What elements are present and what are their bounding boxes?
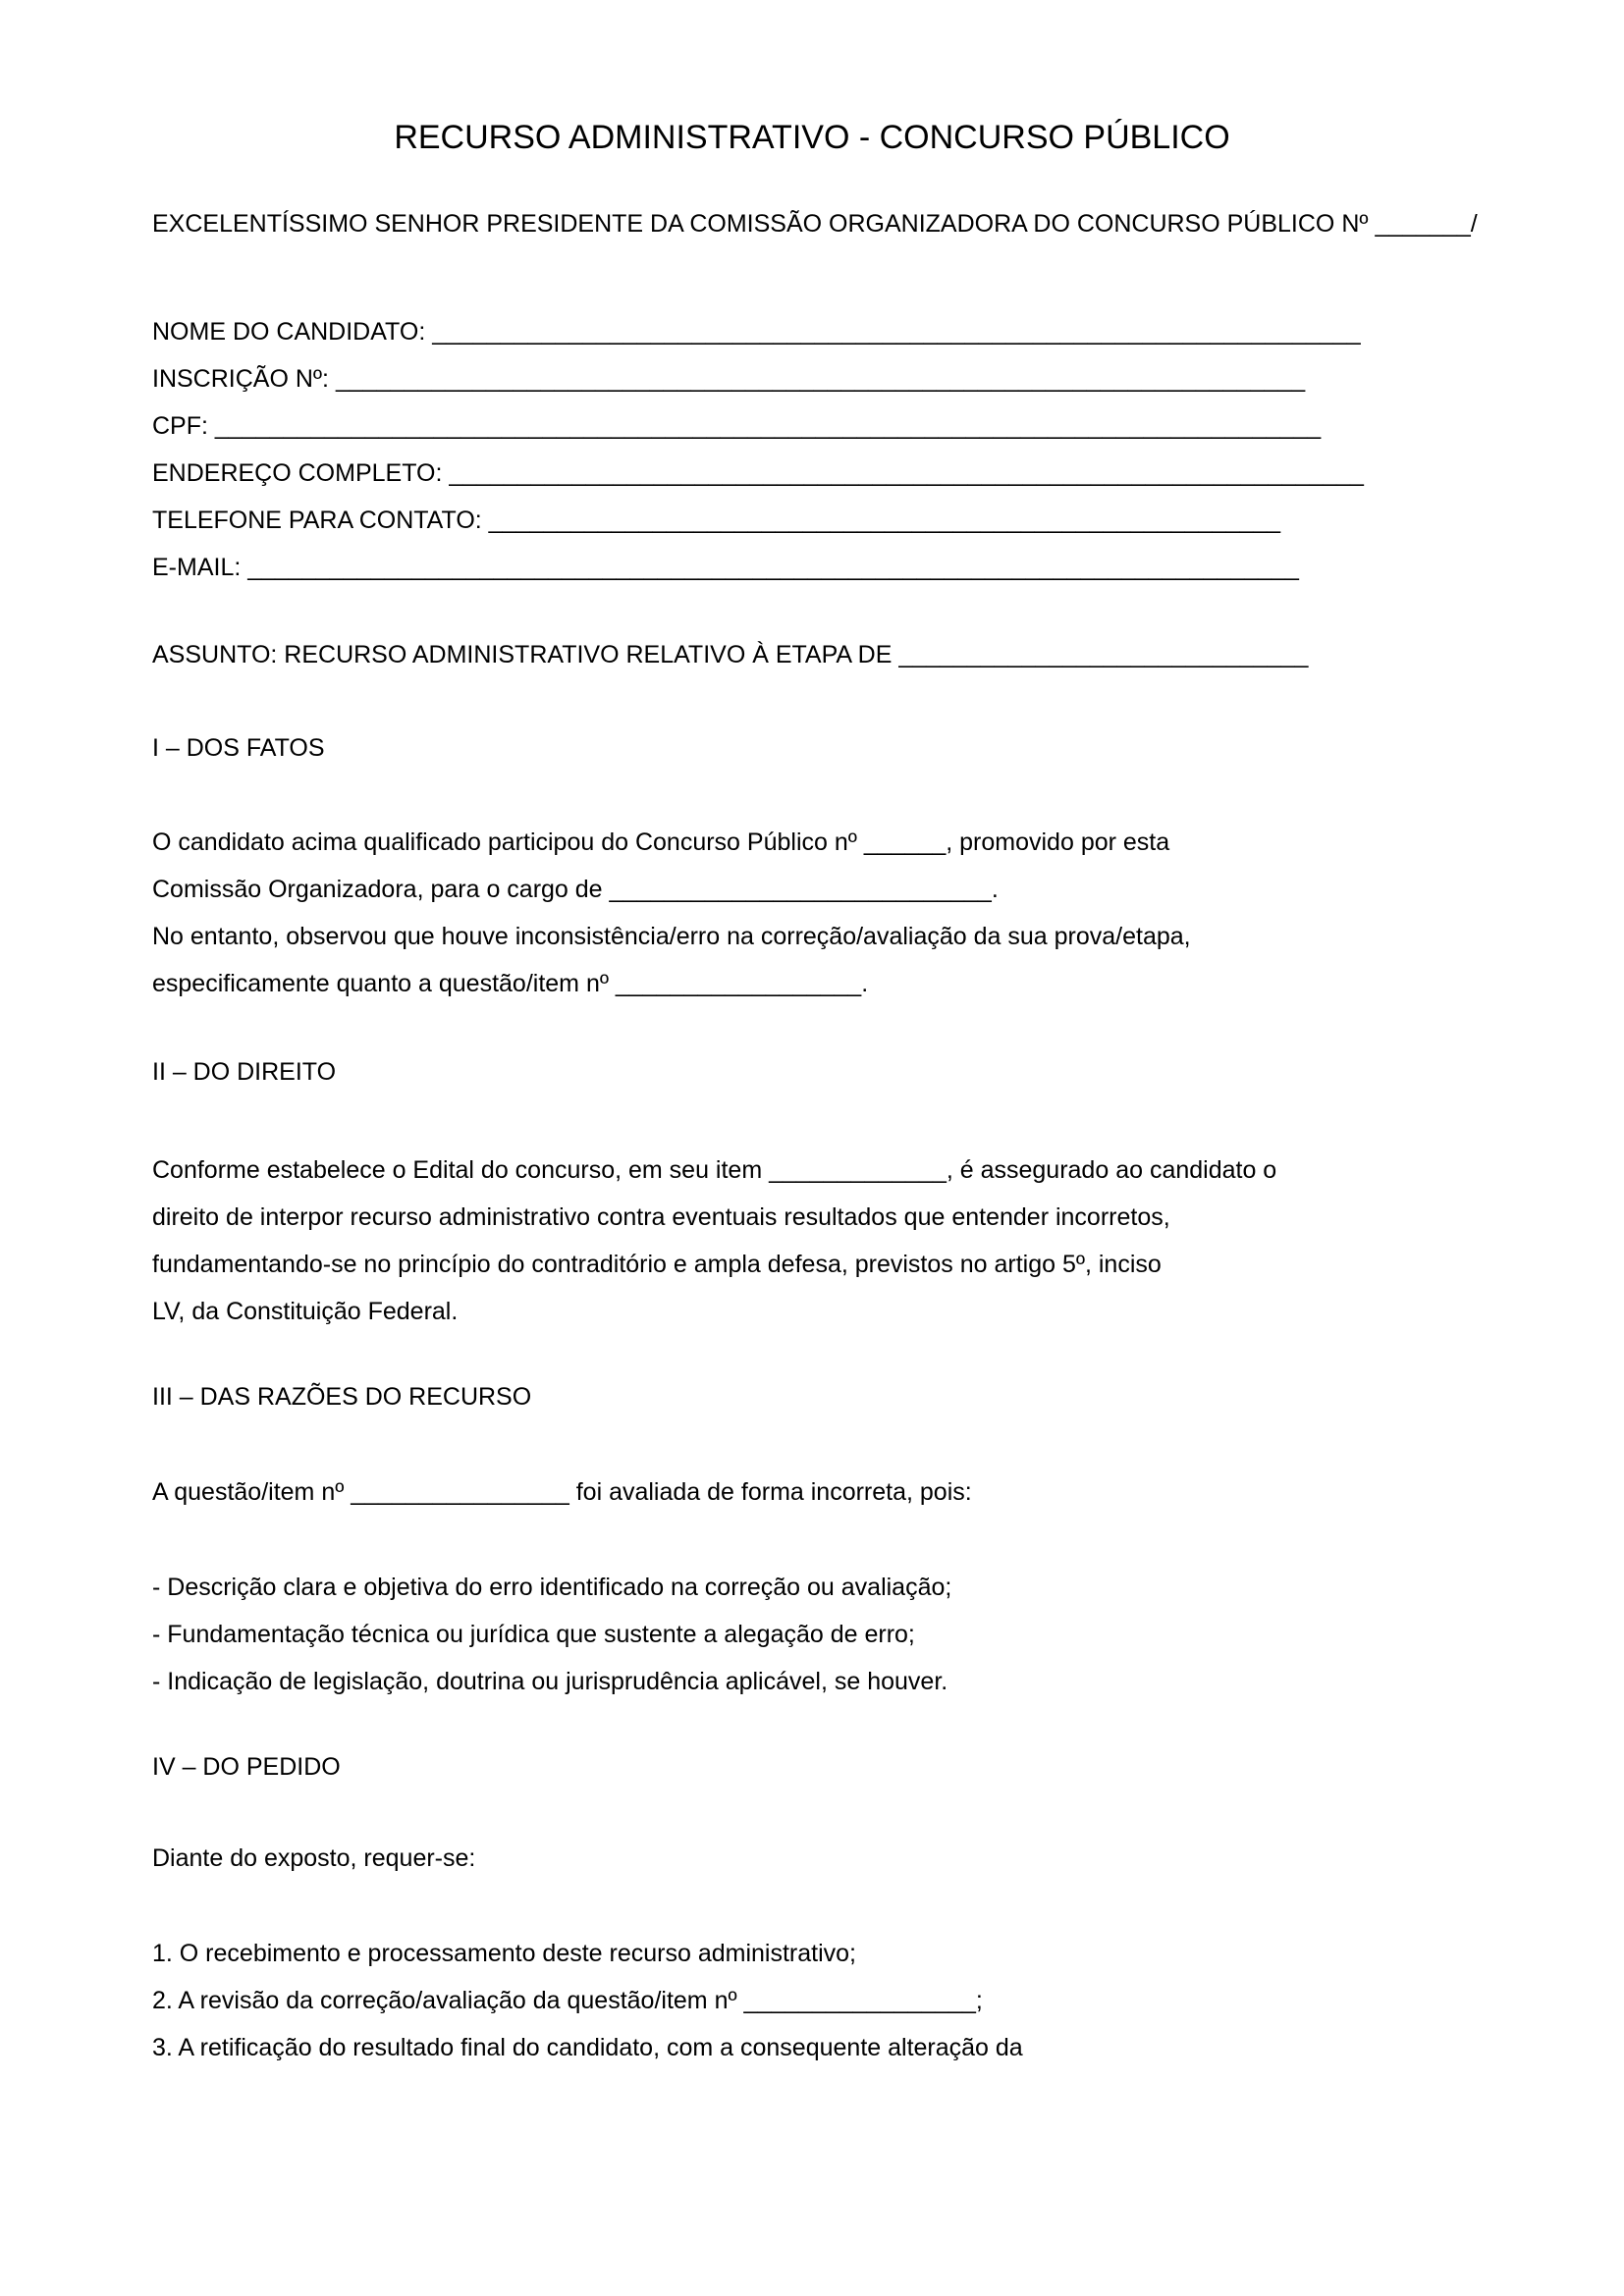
section-i-line-1: O candidato acima qualificado participou do Concurso Público nº ______, promovido por esta <box>152 828 1170 856</box>
field-cpf <box>152 402 1585 450</box>
document-title: RECURSO ADMINISTRATIVO - CONCURSO PÚBLICO <box>394 119 1230 156</box>
field-cpf-label: CPF: <box>152 412 215 440</box>
section-ii-line-4: LV, da Constituição Federal. <box>152 1298 459 1325</box>
section-ii-heading: II – DO DIREITO <box>152 1058 337 1086</box>
section-ii-body <box>0 1147 1624 1335</box>
section-i-line-2: Comissão Organizadora, para o cargo de ____________________________. <box>152 876 999 903</box>
section-iv-request-list <box>0 1930 1624 2071</box>
section-i-body <box>0 819 1624 1007</box>
section-ii-line-3: fundamentando-se no princípio do contraditório e ampla defesa, previstos no artigo 5º, inciso <box>152 1251 1162 1278</box>
field-email-label: E-MAIL: <box>152 554 248 581</box>
field-inscription-number-blank: _______________________________________________________________________ <box>335 365 1306 393</box>
field-cpf-blank: _________________________________________________________________________________ <box>214 412 1322 440</box>
field-phone-label: TELEFONE PARA CONTATO: <box>152 507 489 534</box>
section-i-line-3: No entanto, observou que houve inconsistência/erro na correção/avaliação da sua prova/etapa, <box>152 923 1191 950</box>
field-candidate-name-label: NOME DO CANDIDATO: <box>152 318 433 346</box>
section-iii-heading: III – DAS RAZÕES DO RECURSO <box>152 1383 532 1411</box>
field-email-blank: _____________________________________________________________________________ <box>247 554 1299 581</box>
field-candidate-name-blank: ____________________________________________________________________ <box>432 318 1361 346</box>
section-ii-line-2: direito de interpor recurso administrativo contra eventuais resultados que entender incorretos, <box>152 1203 1170 1231</box>
section-i-heading: I – DOS FATOS <box>152 734 325 762</box>
bullet-item-3: - Indicação de legislação, doutrina ou jurisprudência aplicável, se houver. <box>152 1668 948 1695</box>
field-inscription-number-label: INSCRIÇÃO Nº: <box>152 365 336 393</box>
field-address <box>152 450 1585 497</box>
section-iv-heading: IV – DO PEDIDO <box>152 1753 341 1781</box>
section-i-line-4: especificamente quanto a questão/item nº __________________. <box>152 970 869 997</box>
request-item-2: 2. A revisão da correção/avaliação da questão/item nº _________________; <box>152 1987 983 2014</box>
field-candidate-name <box>152 308 1585 355</box>
request-item-3: 3. A retificação do resultado final do candidato, com a consequente alteração da <box>152 2034 1023 2061</box>
bullet-item-1: - Descrição clara e objetiva do erro identificado na correção ou avaliação; <box>152 1574 952 1601</box>
section-iii-intro: A questão/item nº ________________ foi avaliada de forma incorreta, pois: <box>152 1478 972 1506</box>
section-iii-bullet-list <box>0 1564 1624 1705</box>
candidate-fields <box>0 308 1624 591</box>
bullet-item-2: - Fundamentação técnica ou jurídica que sustente a alegação de erro; <box>152 1621 915 1648</box>
field-inscription-number <box>152 355 1585 402</box>
salutation-line: EXCELENTÍSSIMO SENHOR PRESIDENTE DA COMISSÃO ORGANIZADORA DO CONCURSO PÚBLICO Nº _______/ <box>152 210 1478 238</box>
field-address-label: ENDEREÇO COMPLETO: <box>152 459 450 487</box>
request-item-1: 1. O recebimento e processamento deste recurso administrativo; <box>152 1940 857 1967</box>
section-ii-line-1: Conforme estabelece o Edital do concurso, em seu item _____________, é assegurado ao candidato o <box>152 1156 1277 1184</box>
subject-line: ASSUNTO: RECURSO ADMINISTRATIVO RELATIVO À ETAPA DE ______________________________ <box>152 641 1309 668</box>
field-phone-blank: __________________________________________________________ <box>488 507 1281 534</box>
field-email <box>152 544 1585 591</box>
section-iv-intro: Diante do exposto, requer-se: <box>152 1844 476 1872</box>
field-address-blank: ___________________________________________________________________ <box>449 459 1364 487</box>
field-phone <box>152 497 1585 544</box>
